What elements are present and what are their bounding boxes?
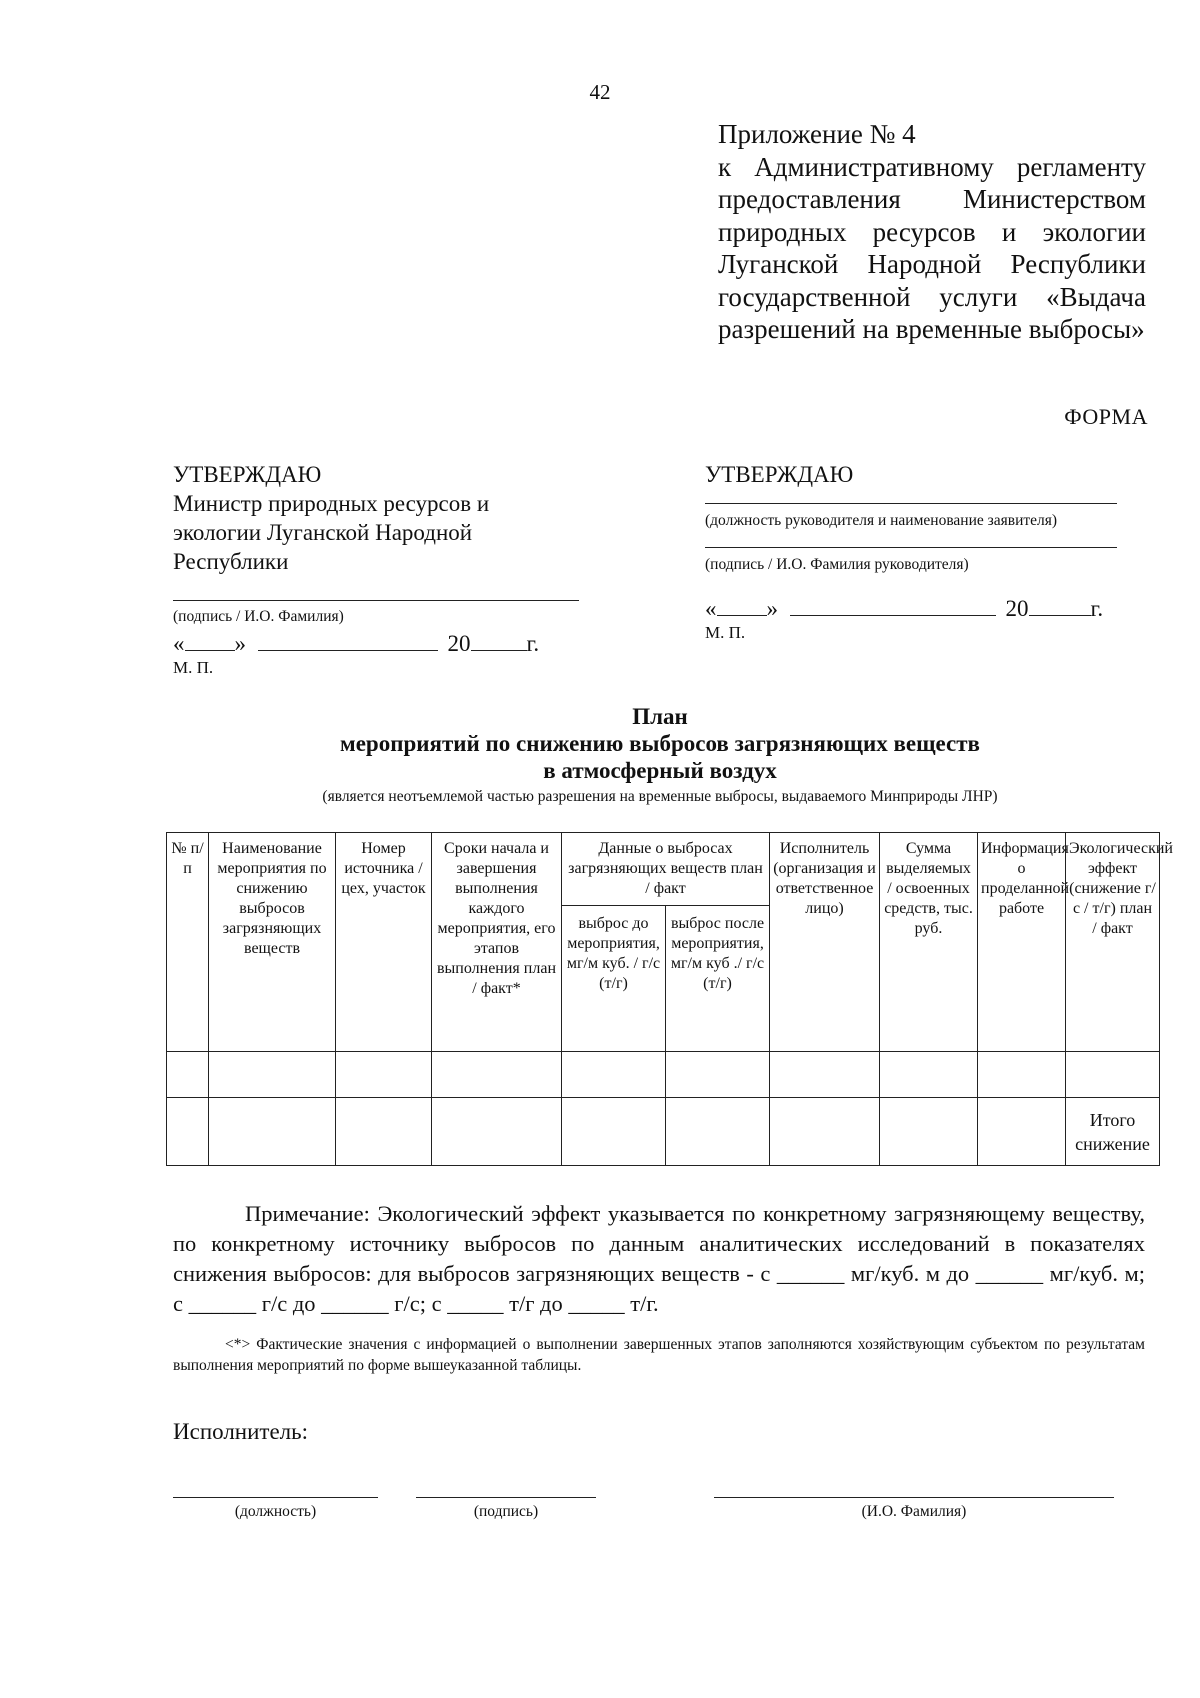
form-label: ФОРМА [1064, 404, 1148, 429]
date-day-blank [185, 632, 235, 651]
executor-signature-line [416, 1497, 596, 1498]
table-total-row [167, 1098, 1160, 1166]
table-cell[interactable] [666, 1098, 770, 1166]
approval-left-date [173, 629, 593, 658]
executor-name-line [714, 1497, 1114, 1498]
executor-name-caption: (И.О. Фамилия) [861, 1503, 967, 1520]
date-year-suffix: г. [526, 631, 540, 656]
plan-title [0, 703, 1200, 806]
approval-left-stamp: М. П. [173, 658, 214, 677]
date-year-blank [471, 632, 527, 651]
table-row [167, 1052, 1160, 1098]
footnote [173, 1334, 1145, 1376]
appendix-body: к Административному регламенту предоставления Министерством природных ресурсов и экологии Луганской Народной Республики государственной услуги «Выдача разрешений на временные выбросы» [718, 151, 1146, 344]
table-header-row [167, 833, 1160, 906]
note-text: Примечание: Экологический эффект указывается по конкретному загрязняющему веществу, по конкретному источнику выбросов по данным аналитических исследований в показателях снижения выбросов: для выбросов загрязняющих веществ - с ______ мг/куб. м до ______ мг/куб. м; с ______ г/с до ______ г/с; с _____ т/г до _____ т/г. [173, 1201, 1145, 1316]
header-emission-before: выброс до мероприятия, мг/м куб. / г/с (т/г) [562, 906, 666, 1052]
approval-right-stamp: М. П. [705, 623, 746, 642]
table-cell[interactable] [666, 1052, 770, 1098]
page-number: 42 [589, 80, 611, 104]
header-funds: Сумма выделяемых / освоенных средств, тыс. руб. [880, 833, 978, 1052]
date-quote-close: » [234, 631, 246, 656]
table-cell[interactable] [880, 1098, 978, 1166]
date-quote-open: « [705, 596, 717, 621]
date-year-prefix: 20 [1005, 596, 1029, 621]
plan-subtitle: (является неотъемлемой частью разрешения на временные выбросы, выдаваемого Минприроды ЛНР) [322, 788, 998, 805]
table-cell[interactable] [209, 1098, 336, 1166]
executor-position-caption: (должность) [234, 1503, 317, 1520]
header-name: Наименование мероприятия по снижению выбросов загрязняющих веществ [209, 833, 336, 1052]
approval-right-position-caption: (должность руководителя и наименование заявителя) [705, 512, 1058, 529]
approval-left [173, 460, 593, 678]
plan-table [166, 832, 1173, 1166]
approval-left-signature-line [173, 600, 579, 601]
date-quote-close: » [766, 596, 778, 621]
executor-signature-caption: (подпись) [473, 1503, 539, 1520]
date-quote-open: « [173, 631, 185, 656]
table-cell[interactable] [562, 1052, 666, 1098]
approval-left-signature-caption: (подпись / И.О. Фамилия) [173, 608, 344, 625]
plan-title-line1: План [632, 704, 688, 729]
header-emission-after: выброс после мероприятия, мг/м куб ./ г/с (т/г) [666, 906, 770, 1052]
header-terms: Сроки начала и завершения выполнения каждого мероприятия, его этапов выполнения план / факт* [432, 833, 562, 1052]
table-cell[interactable] [432, 1098, 562, 1166]
note [173, 1199, 1145, 1319]
plan-title-line2: мероприятий по снижению выбросов загрязняющих веществ [340, 731, 980, 756]
date-year-blank [1029, 597, 1091, 616]
appendix-title: Приложение № 4 [718, 119, 916, 149]
table-cell[interactable] [167, 1098, 209, 1166]
table-cell[interactable] [1066, 1052, 1160, 1098]
table-cell[interactable] [336, 1098, 432, 1166]
header-executor: Исполнитель (организация и ответственное лицо) [770, 833, 880, 1052]
table-cell[interactable] [336, 1052, 432, 1098]
table-cell[interactable] [432, 1052, 562, 1098]
table-cell[interactable] [978, 1098, 1066, 1166]
approval-left-position: Министр природных ресурсов и экологии Луганской Народной Республики [173, 491, 490, 574]
approval-right-signature-caption: (подпись / И.О. Фамилия руководителя) [705, 556, 969, 573]
approval-right-date [705, 594, 1145, 623]
table-cell[interactable] [167, 1052, 209, 1098]
table-cell[interactable] [978, 1052, 1066, 1098]
date-day-blank [717, 597, 767, 616]
header-num: № п/п [167, 833, 209, 1052]
approval-right-heading: УТВЕРЖДАЮ [705, 462, 854, 487]
table-cell[interactable] [880, 1052, 978, 1098]
date-month-blank [258, 632, 438, 651]
header-emissions: Данные о выбросах загрязняющих веществ план / факт [562, 833, 770, 906]
header-effect: Экологический эффект (снижение г/с / т/г) план / факт [1066, 833, 1160, 1052]
approval-right-signature-line [705, 547, 1117, 548]
executor-position-line [173, 1497, 378, 1498]
footnote-text: <*> Фактические значения с информацией о выполнении завершенных этапов заполняются хозяйствующим субъектом по результатам выполнения мероприятий по форме вышеуказанной таблицы. [173, 1336, 1145, 1374]
header-info: Информация о проделанной работе [978, 833, 1066, 1052]
approval-right-position-line [705, 503, 1117, 504]
table-cell[interactable] [770, 1098, 880, 1166]
date-year-prefix: 20 [447, 631, 471, 656]
date-month-blank [790, 597, 996, 616]
executor-label: Исполнитель: [173, 1419, 309, 1444]
appendix-header [718, 118, 1146, 346]
date-year-suffix: г. [1090, 596, 1104, 621]
total-label: Итого снижение [1066, 1098, 1160, 1166]
plan-title-line3: в атмосферный воздух [543, 758, 777, 783]
approval-right [705, 460, 1145, 643]
table-cell[interactable] [562, 1098, 666, 1166]
approval-left-heading: УТВЕРЖДАЮ [173, 462, 322, 487]
header-source: Номер источника / цех, участок [336, 833, 432, 1052]
table-cell[interactable] [209, 1052, 336, 1098]
table-cell[interactable] [770, 1052, 880, 1098]
